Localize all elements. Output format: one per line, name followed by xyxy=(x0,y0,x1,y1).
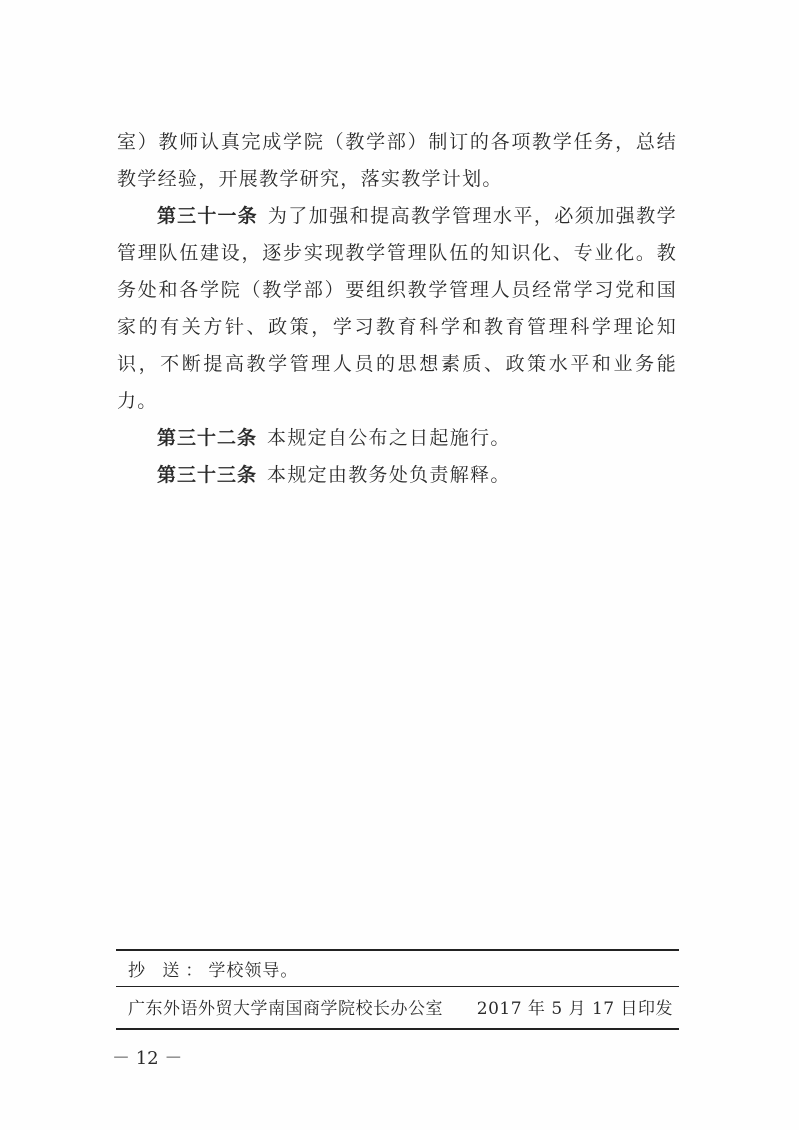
article-text: 本规定自公布之日起施行。 xyxy=(267,427,511,449)
article-number: 第三十三条 xyxy=(157,464,258,486)
article-31 xyxy=(117,198,677,420)
continuation-paragraph: 室）教师认真完成学院（教学部）制订的各项教学任务，总结教学经验，开展教学研究，落实教学计划。 xyxy=(117,131,677,190)
article-number: 第三十二条 xyxy=(157,427,258,449)
page-number: － 12 － xyxy=(112,1048,183,1069)
issuer: 广东外语外贸大学南国商学院校长办公室 xyxy=(128,999,443,1019)
footer-rule-bottom xyxy=(116,1028,679,1030)
article-32 xyxy=(117,420,677,457)
article-33 xyxy=(117,457,677,494)
print-date: 2017 年 5 月 17 日印发 xyxy=(476,999,673,1019)
article-text: 本规定由教务处负责解释。 xyxy=(267,464,511,486)
cc-label: 抄 送： xyxy=(128,961,209,981)
printer-line xyxy=(128,994,673,1019)
article-number: 第三十一条 xyxy=(157,205,258,227)
article-text: 为了加强和提高教学管理水平，必须加强教学管理队伍建设，逐步实现教学管理队伍的知识化、专业化。教务处和各学院（教学部）要组织教学管理人员经常学习党和国家的有关方针、政策，学习教育科学和教育管理科学理论知识，不断提高教学管理人员的思想素质、政策水平和业务能力。 xyxy=(117,205,677,412)
footer-rule-middle xyxy=(116,986,679,987)
cc-value: 学校领导。 xyxy=(208,961,299,981)
footer-rule-top xyxy=(116,949,679,951)
cc-line xyxy=(128,956,298,981)
body-text xyxy=(117,124,677,494)
